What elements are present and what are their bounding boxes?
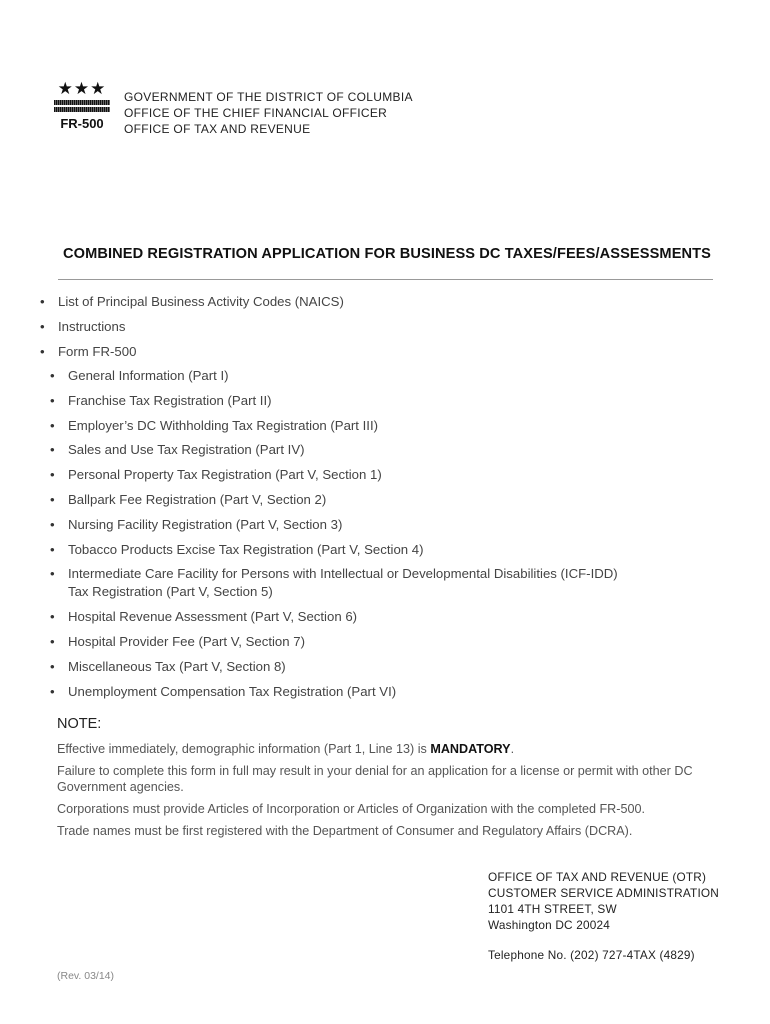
list-item: • Miscellaneous Tax (Part V, Section 8) (50, 658, 618, 676)
flag-stripe (54, 107, 110, 112)
list-item: • Hospital Provider Fee (Part V, Section 7) (50, 633, 618, 651)
list-item: • Tobacco Products Excise Tax Registration (Part V, Section 4) (50, 541, 618, 559)
address-line: Washington DC 20024 (488, 918, 611, 932)
list-item: • Hospital Revenue Assessment (Part V, Section 6) (50, 608, 618, 626)
mandatory-label: MANDATORY (430, 742, 511, 756)
note-text: Effective immediately, demographic information (Part 1, Line 13) is (57, 742, 431, 756)
divider (58, 279, 713, 280)
revision-date: (Rev. 03/14) (57, 970, 114, 982)
telephone: Telephone No. (202) 727-4TAX (4829) (488, 948, 695, 962)
list-item: • List of Principal Business Activity Codes (NAICS) (40, 293, 344, 318)
agency-line: GOVERNMENT OF THE DISTRICT OF COLUMBIA (124, 90, 413, 104)
list-item: • Form FR-500 (40, 343, 344, 368)
page-title: COMBINED REGISTRATION APPLICATION FOR BUSINESS DC TAXES/FEES/ASSESSMENTS (62, 246, 712, 262)
list-item: • Employer’s DC Withholding Tax Registration (Part III) (50, 417, 618, 435)
list-item: • Sales and Use Tax Registration (Part IV) (50, 441, 618, 459)
list-item: • Nursing Facility Registration (Part V, Section 3) (50, 516, 618, 534)
list-item: • Franchise Tax Registration (Part II) (50, 392, 618, 410)
flag-stripe (54, 100, 110, 105)
form-code: FR-500 (60, 116, 104, 131)
note-line: Trade names must be first registered with the Department of Consumer and Regulatory Affairs (DCRA). (57, 824, 633, 838)
address-line: OFFICE OF TAX AND REVENUE (OTR) (488, 870, 707, 884)
agency-block (124, 89, 413, 137)
address-line: CUSTOMER SERVICE ADMINISTRATION (488, 886, 720, 900)
list-item: • Unemployment Compensation Tax Registration (Part VI) (50, 683, 618, 701)
list-item-multiline (50, 565, 618, 601)
list-item-line: Intermediate Care Facility for Persons with Intellectual or Developmental Disabilities (ICF-IDD) (68, 566, 618, 582)
list-item: • Instructions (40, 318, 344, 343)
mailing-address (488, 869, 719, 963)
note-line: Corporations must provide Articles of Incorporation or Articles of Organization with the completed FR-500. (57, 802, 645, 816)
note-line (57, 741, 717, 757)
address-line: 1101 4TH STREET, SW (488, 902, 617, 916)
list-item: • Ballpark Fee Registration (Part V, Section 2) (50, 491, 618, 509)
stars-icon: ★★★ (57, 79, 107, 98)
contents-list (40, 293, 344, 368)
list-item-line: Tax Registration (Part V, Section 5) (68, 584, 273, 600)
note-text: . (510, 742, 515, 756)
list-item: • Personal Property Tax Registration (Part V, Section 1) (50, 466, 618, 484)
agency-line: OFFICE OF THE CHIEF FINANCIAL OFFICER (124, 106, 388, 120)
note-line: Failure to complete this form in full may result in your denial for an application for a license or permit with other DC Government agencies. (57, 764, 693, 794)
notes-block (57, 741, 717, 845)
form-parts-list (50, 367, 618, 707)
agency-line: OFFICE OF TAX AND REVENUE (124, 122, 311, 136)
dc-flag-logo (52, 80, 112, 131)
note-heading: NOTE: (57, 716, 102, 732)
list-item: • General Information (Part I) (50, 367, 618, 385)
